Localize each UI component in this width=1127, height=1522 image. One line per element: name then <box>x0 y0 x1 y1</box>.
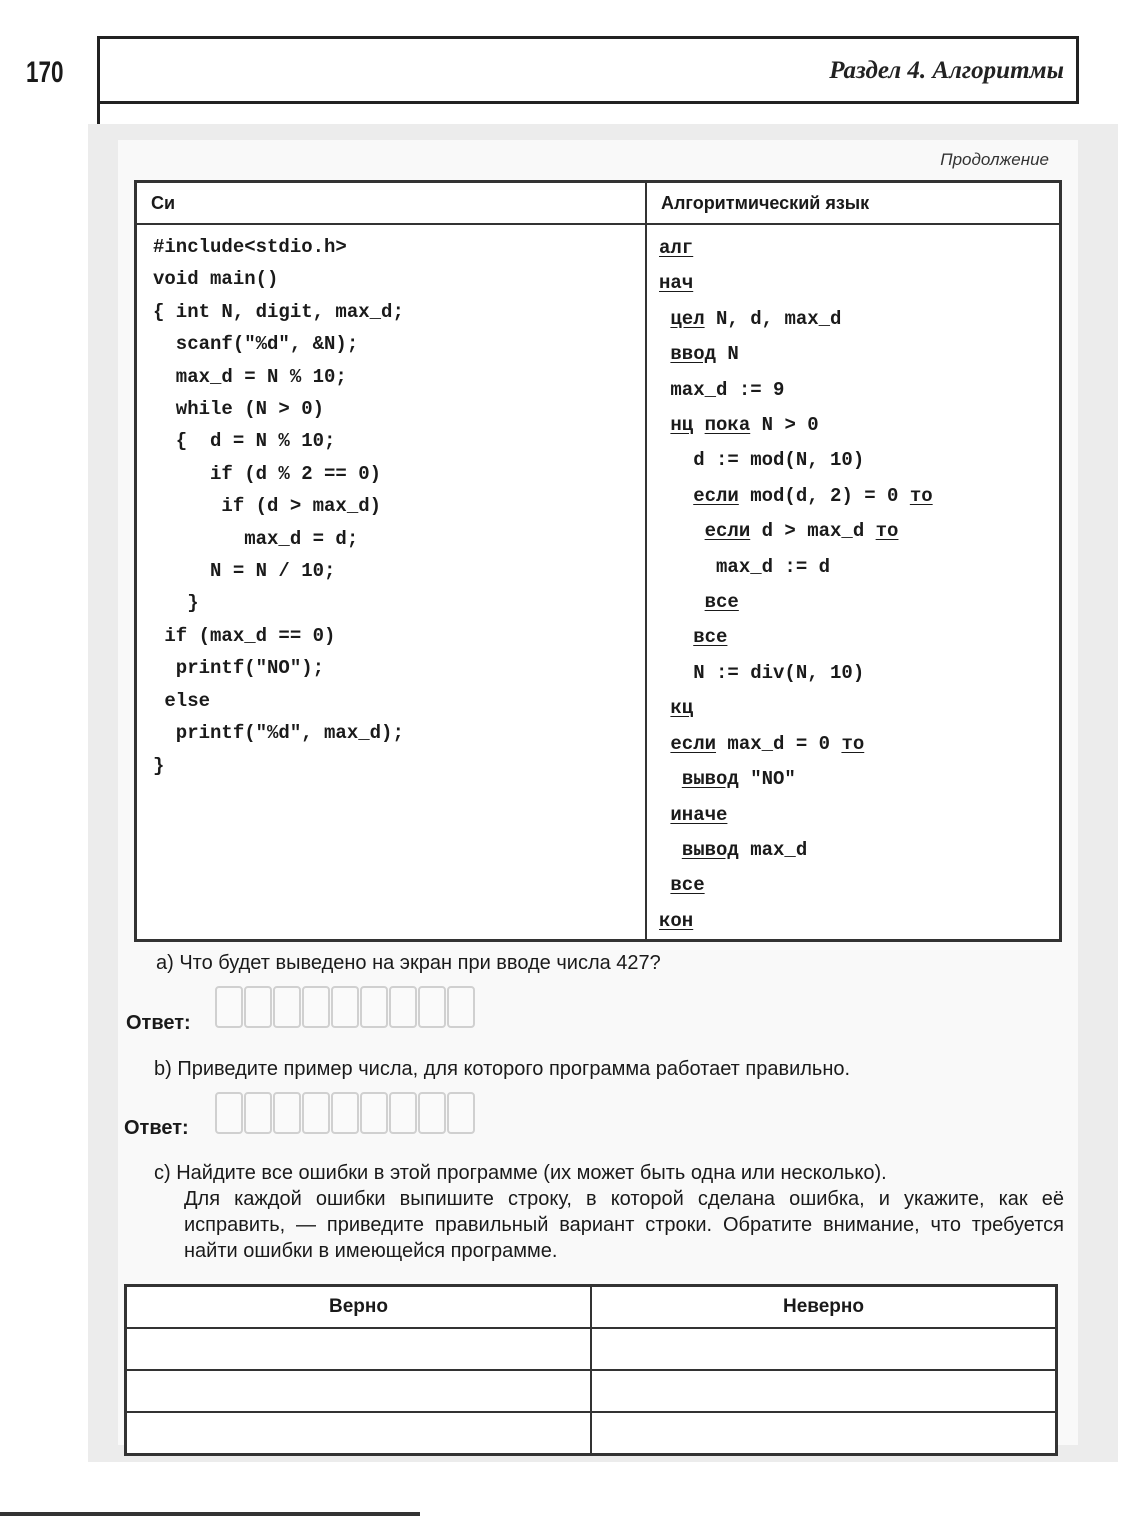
algo-code-line <box>659 231 1059 266</box>
table-row <box>126 1412 1057 1455</box>
c-code-line: scanf("%d", &N); <box>153 333 359 356</box>
algo-code-text <box>659 343 670 365</box>
answer-cell[interactable] <box>360 986 388 1028</box>
incorrect-column-header: Неверно <box>591 1286 1057 1329</box>
incorrect-cell[interactable] <box>591 1412 1057 1455</box>
c-code-line: max_d = d; <box>153 527 359 550</box>
algo-code-text <box>659 414 670 436</box>
algo-code-text <box>659 626 693 648</box>
c-code-line: } <box>153 592 199 615</box>
c-column-header: Си <box>136 182 647 225</box>
c-code-line: { int N, digit, max_d; <box>153 300 404 323</box>
algo-keyword: если <box>670 732 717 755</box>
algo-keyword: иначе <box>670 803 728 826</box>
answer-cell[interactable] <box>389 986 417 1028</box>
answer-field-a[interactable] <box>215 986 476 1028</box>
correct-column-header: Верно <box>126 1286 592 1329</box>
question-c <box>154 1160 1064 1264</box>
algo-keyword: цел <box>670 307 705 330</box>
c-code-line: void main() <box>153 268 279 291</box>
algo-code-text: mod(d, 2) = 0 <box>738 484 910 507</box>
algo-keyword: кон <box>659 909 694 932</box>
algo-code-line <box>659 868 1059 903</box>
algo-code-text <box>693 414 704 436</box>
errors-answer-table <box>124 1284 1058 1456</box>
algo-code-line <box>659 408 1059 443</box>
answer-label-b: Ответ: <box>124 1117 189 1139</box>
c-code-line: else <box>153 689 211 712</box>
algo-keyword: все <box>704 591 739 614</box>
answer-cell[interactable] <box>244 1092 272 1134</box>
table-row <box>126 1328 1057 1370</box>
algo-code-line <box>659 443 1059 478</box>
algo-code-text: max_d <box>738 838 808 861</box>
algo-code-line <box>659 727 1059 762</box>
question-c-instructions: Для каждой ошибки выпишите строку, в которой сделана ошибка, и укажите, как её исправить, — приведите правильный вариант строки. Обратите внимание, что требуется найти ошибки в имеющейся программе. <box>184 1188 1064 1262</box>
answer-cell[interactable] <box>389 1092 417 1134</box>
algo-code-line <box>659 266 1059 301</box>
algo-keyword: нц <box>670 414 694 437</box>
algo-code-line <box>659 656 1059 691</box>
c-code-cell <box>136 224 647 941</box>
algo-code-line <box>659 798 1059 833</box>
algo-code-text <box>659 697 670 719</box>
algo-keyword: пока <box>704 414 751 437</box>
c-code-line: #include<stdio.h> <box>153 236 347 258</box>
algo-code-text: max_d := d <box>659 555 831 578</box>
algo-code-text <box>659 874 670 896</box>
answer-cell[interactable] <box>331 1092 359 1134</box>
algo-keyword: кц <box>670 697 694 720</box>
answer-cell[interactable] <box>418 1092 446 1134</box>
answer-field-b[interactable] <box>215 1092 476 1134</box>
algo-code-text <box>659 591 705 613</box>
algo-code-text <box>659 804 670 826</box>
algo-code-text: N, d, max_d <box>704 307 842 330</box>
algo-code-block <box>647 231 1059 939</box>
algo-code-text: "NO" <box>738 768 796 791</box>
c-code-line: while (N > 0) <box>153 398 325 421</box>
continuation-label: Продолжение <box>940 150 1049 169</box>
algo-code-line <box>659 833 1059 868</box>
question-a: а) Что будет выведено на экран при вводе числа 427? <box>156 952 661 974</box>
algo-code-line <box>659 691 1059 726</box>
algo-code-text <box>659 839 682 861</box>
algo-keyword: то <box>909 484 933 507</box>
c-code-line: } <box>153 754 165 777</box>
algo-code-text: N > 0 <box>750 414 819 437</box>
algo-code-line <box>659 762 1059 797</box>
algo-code-text: N <box>716 343 739 366</box>
correct-cell[interactable] <box>126 1412 592 1455</box>
c-code-line: if (d % 2 == 0) <box>153 462 382 485</box>
correct-cell[interactable] <box>126 1370 592 1412</box>
answer-cell[interactable] <box>302 1092 330 1134</box>
answer-label-a: Ответ: <box>126 1012 191 1034</box>
incorrect-cell[interactable] <box>591 1328 1057 1370</box>
answer-cell[interactable] <box>244 986 272 1028</box>
algo-code-line <box>659 302 1059 337</box>
algo-code-line <box>659 337 1059 372</box>
algo-code-text: max_d = 0 <box>716 732 842 755</box>
c-code-line: N = N / 10; <box>153 560 336 583</box>
c-code-line: printf("NO"); <box>153 657 325 680</box>
algo-code-text <box>659 308 670 330</box>
algo-code-line <box>659 479 1059 514</box>
header-bracket <box>97 104 100 126</box>
algo-code-text: d > max_d <box>750 520 876 543</box>
question-c-first-line: c) Найдите все ошибки в этой программе (их может быть одна или несколько). <box>154 1162 887 1184</box>
algo-code-line <box>659 514 1059 549</box>
question-b: b) Приведите пример числа, для которого программа работает правильно. <box>154 1058 851 1080</box>
answer-cell[interactable] <box>215 986 243 1028</box>
algo-code-text <box>659 733 670 755</box>
algo-code-text <box>659 520 705 542</box>
answer-cell[interactable] <box>302 986 330 1028</box>
answer-cell[interactable] <box>447 1092 475 1134</box>
algo-column-header: Алгоритмический язык <box>646 182 1061 225</box>
answer-cell[interactable] <box>273 1092 301 1134</box>
answer-cell[interactable] <box>273 986 301 1028</box>
c-code-line: printf("%d", max_d); <box>153 722 404 745</box>
algo-keyword: то <box>841 732 865 755</box>
algo-code-text <box>659 485 693 507</box>
algo-keyword: то <box>875 520 899 543</box>
page-bottom-rule <box>0 1512 420 1516</box>
c-code-line: if (d > max_d) <box>153 495 382 518</box>
algo-code-cell <box>646 224 1061 941</box>
section-header <box>97 36 1079 104</box>
algo-keyword: если <box>693 484 739 507</box>
algo-keyword: если <box>704 520 751 543</box>
c-code-block <box>137 231 645 782</box>
algo-code-text: max_d := 9 <box>659 378 785 401</box>
answer-cell[interactable] <box>418 986 446 1028</box>
algo-keyword: ввод <box>670 343 717 366</box>
c-code-line: max_d = N % 10; <box>153 365 347 388</box>
algo-code-line <box>659 904 1059 939</box>
code-comparison-table <box>134 180 1062 942</box>
algo-code-line <box>659 550 1059 585</box>
correct-cell[interactable] <box>126 1328 592 1370</box>
answer-cell[interactable] <box>215 1092 243 1134</box>
algo-keyword: вывод <box>681 768 739 791</box>
algo-code-line <box>659 585 1059 620</box>
incorrect-cell[interactable] <box>591 1370 1057 1412</box>
algo-keyword: нач <box>659 272 694 295</box>
algo-keyword: все <box>670 874 705 897</box>
answer-cell[interactable] <box>331 986 359 1028</box>
algo-code-text <box>659 768 682 790</box>
answer-cell[interactable] <box>447 986 475 1028</box>
algo-code-line <box>659 373 1059 408</box>
page-number: 170 <box>26 56 64 89</box>
algo-code-line <box>659 620 1059 655</box>
section-title: Раздел 4. Алгоритмы <box>829 57 1064 84</box>
c-code-line: { d = N % 10; <box>153 430 336 453</box>
algo-code-text: d := mod(N, 10) <box>659 449 865 472</box>
answer-cell[interactable] <box>360 1092 388 1134</box>
table-row <box>126 1370 1057 1412</box>
algo-keyword: вывод <box>681 838 739 861</box>
algo-keyword: алг <box>659 237 694 259</box>
algo-code-text: N := div(N, 10) <box>659 661 865 684</box>
algo-keyword: все <box>693 626 728 649</box>
c-code-line: if (max_d == 0) <box>153 624 336 647</box>
